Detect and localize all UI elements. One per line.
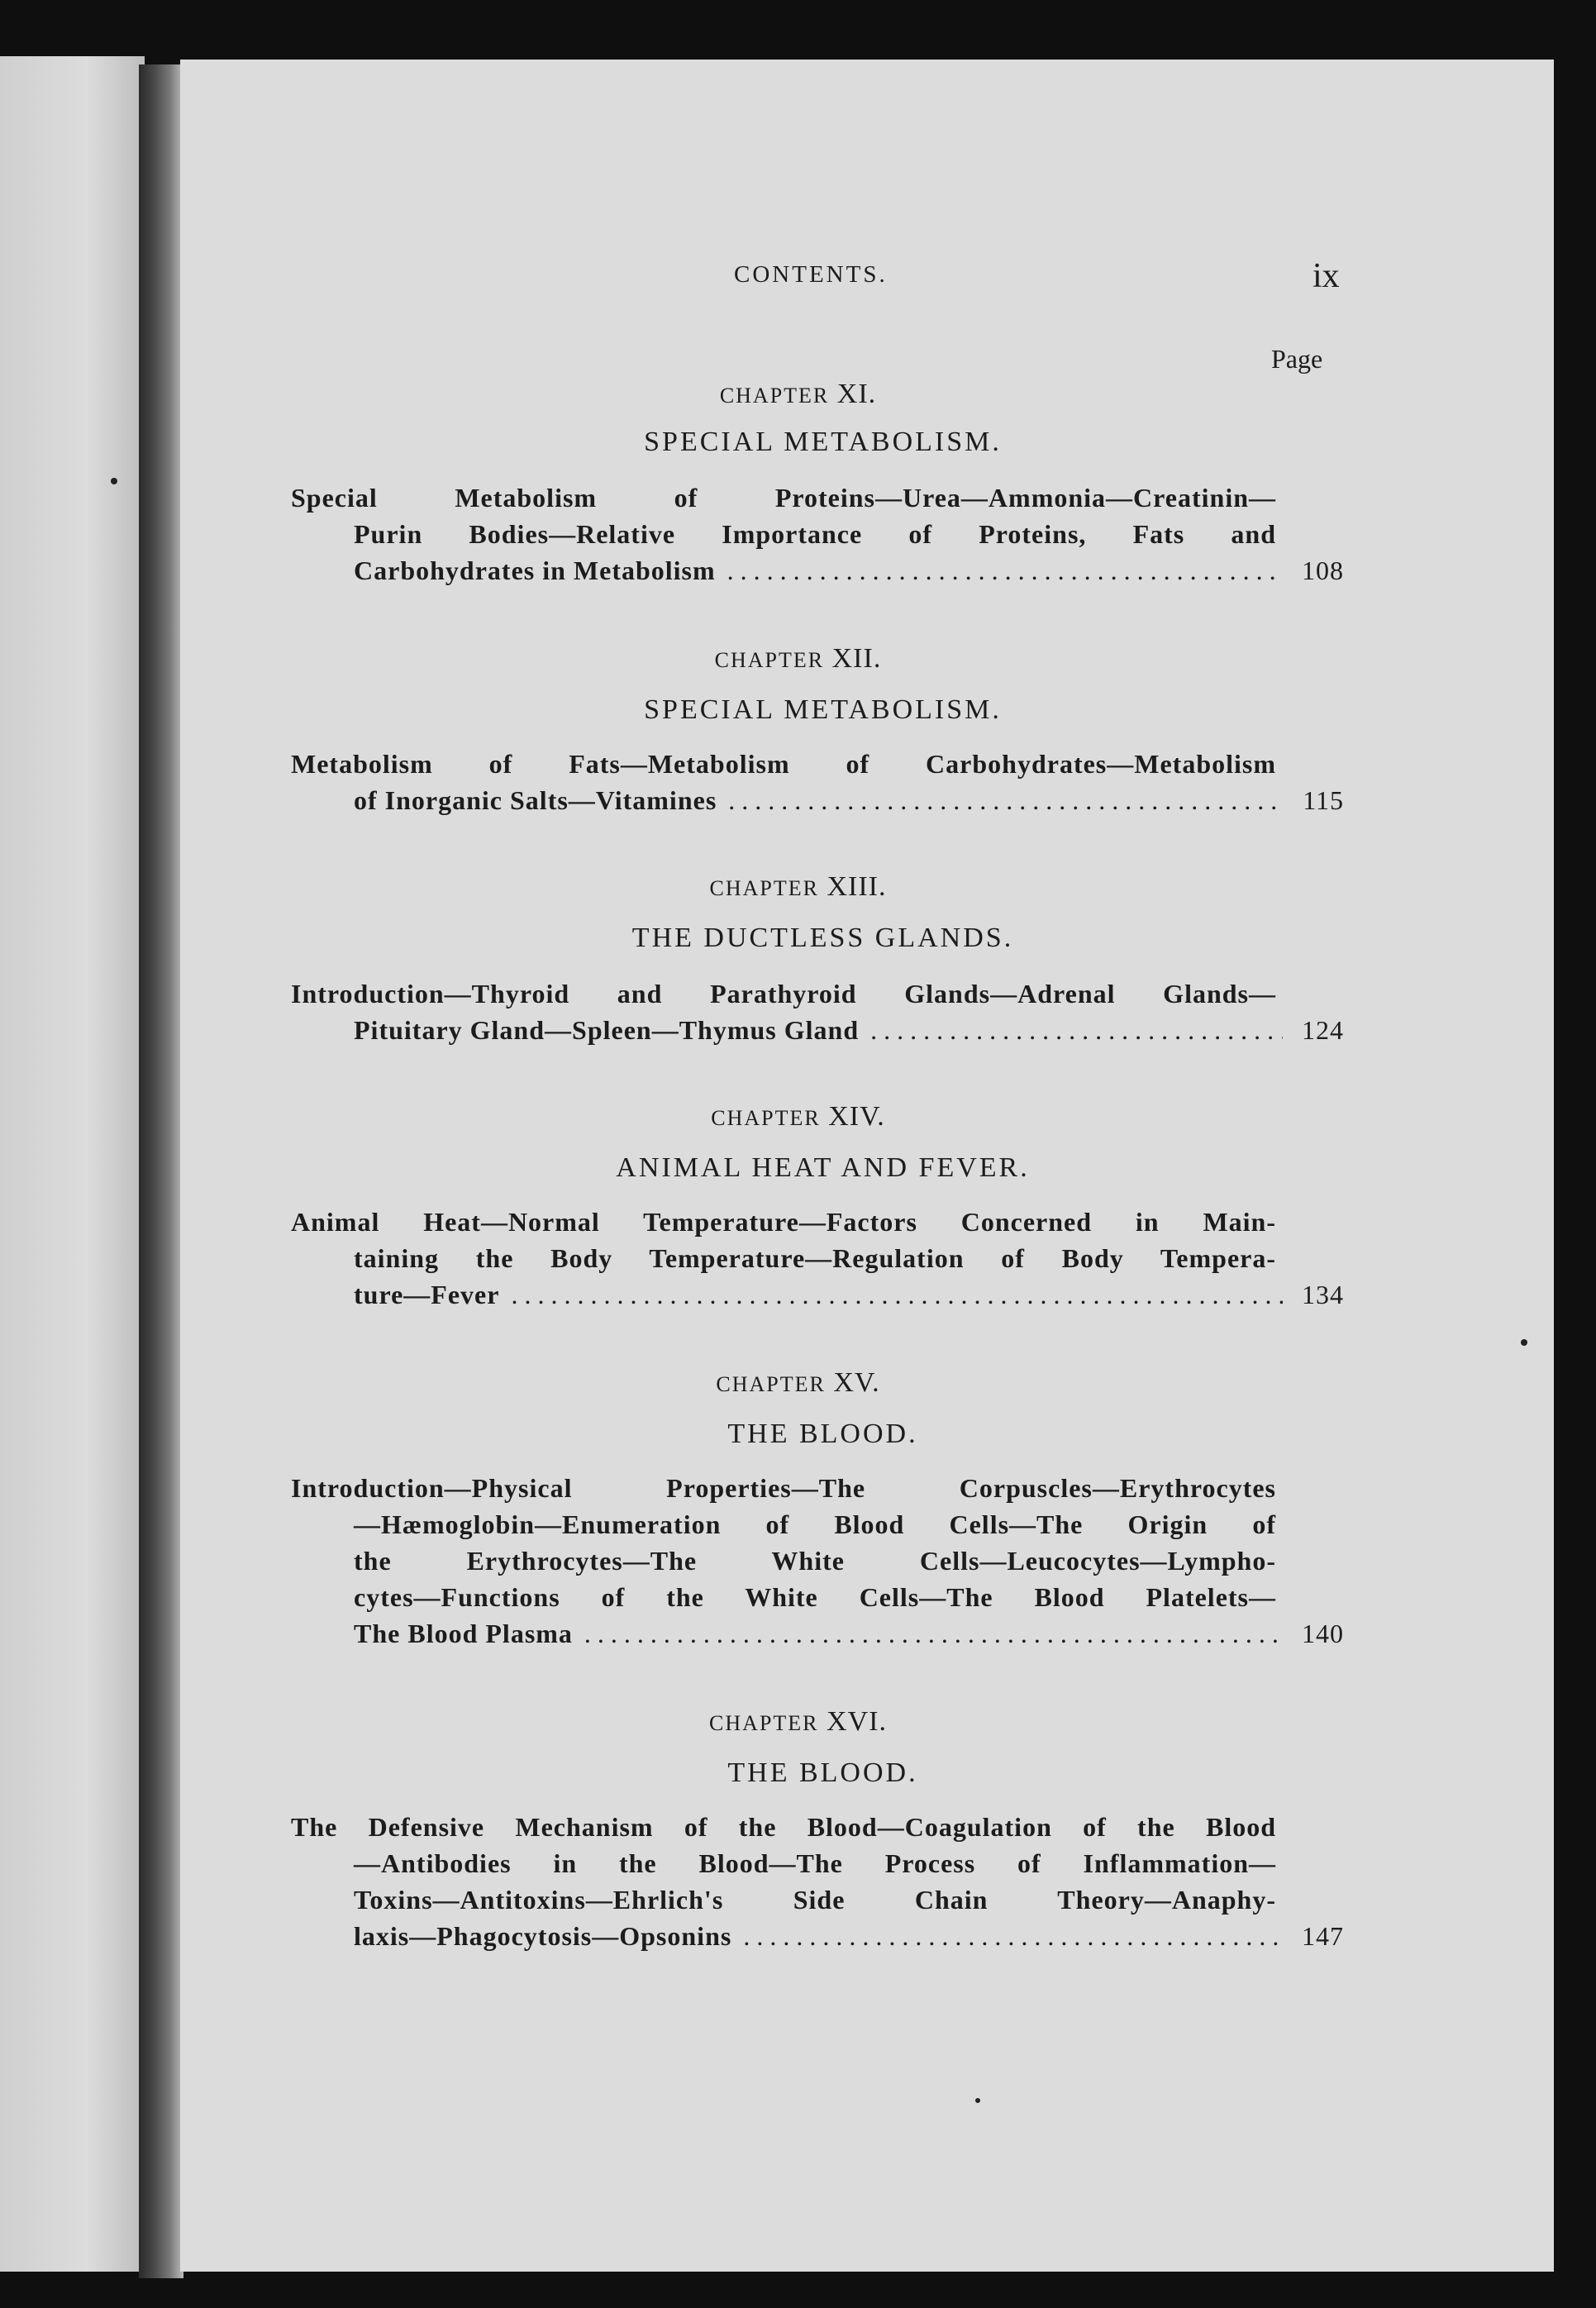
chapter-entry xyxy=(291,479,1344,589)
chapter-entry xyxy=(291,1204,1344,1313)
chapter-prefix: CHAPTER xyxy=(714,648,825,672)
page-reference: 147 xyxy=(1302,1921,1344,1951)
entry-line: Carbohydrates in Metabolism xyxy=(354,556,716,585)
chapter-numeral: XV. xyxy=(833,1367,880,1398)
page-number: ix xyxy=(1313,257,1340,295)
chapter-title: THE DUCTLESS GLANDS. xyxy=(631,923,1014,953)
chapter-heading xyxy=(0,1101,1596,1133)
chapter-prefix: CHAPTER xyxy=(716,1372,826,1396)
chapter-title: THE BLOOD. xyxy=(727,1757,918,1788)
chapter-prefix: CHAPTER xyxy=(709,1711,819,1735)
chapter-numeral: XI. xyxy=(836,379,877,409)
dot-leaders xyxy=(511,1276,1283,1313)
chapter-heading xyxy=(0,1706,1596,1738)
entry-line: Special Metabolism of Proteins—Urea—Ammonia—Creatinin— xyxy=(291,483,1276,513)
chapter-entry xyxy=(291,975,1344,1048)
chapter-numeral: XIV. xyxy=(828,1101,885,1132)
chapter-heading xyxy=(0,1367,1596,1399)
chapter-numeral: XII. xyxy=(831,643,882,674)
dot-leaders xyxy=(728,782,1283,818)
entry-line: The Defensive Mechanism of the Blood—Coagulation of the Blood xyxy=(291,1812,1276,1842)
entry-line: Animal Heat—Normal Temperature—Factors Concerned in Main- xyxy=(291,1207,1276,1237)
chapter-heading xyxy=(0,871,1596,903)
chapter-prefix: CHAPTER xyxy=(711,1106,821,1130)
ink-speck xyxy=(1521,1339,1527,1346)
page-reference: 108 xyxy=(1302,556,1344,585)
chapter-entry xyxy=(291,746,1344,818)
entry-line: Metabolism of Fats—Metabolism of Carbohydrates—Metabolism xyxy=(291,749,1276,779)
running-head: CONTENTS. xyxy=(734,261,888,288)
ink-speck xyxy=(975,2098,980,2103)
page-reference: 140 xyxy=(1302,1619,1344,1648)
entry-line: Introduction—Physical Properties—The Corpuscles—Erythrocytes xyxy=(291,1473,1276,1503)
chapter-title: SPECIAL METABOLISM. xyxy=(644,694,1002,725)
ink-speck xyxy=(111,478,117,484)
entry-line: Toxins—Antitoxins—Ehrlich's Side Chain Theory—Anaphy- xyxy=(354,1885,1276,1915)
chapter-title: THE BLOOD. xyxy=(727,1419,918,1449)
entry-line: cytes—Functions of the White Cells—The Blood Platelets— xyxy=(354,1582,1276,1612)
entry-line: laxis—Phagocytosis—Opsonins xyxy=(354,1921,732,1951)
entry-line: Introduction—Thyroid and Parathyroid Glands—Adrenal Glands— xyxy=(291,979,1276,1009)
page-column-label: Page xyxy=(1271,344,1323,374)
chapter-heading xyxy=(0,379,1596,410)
dot-leaders xyxy=(727,552,1283,589)
entry-line: the Erythrocytes—The White Cells—Leucocytes—Lympho- xyxy=(354,1546,1276,1576)
dot-leaders xyxy=(743,1918,1283,1954)
entry-line: of Inorganic Salts—Vitamines xyxy=(354,785,717,815)
chapter-prefix: CHAPTER xyxy=(719,384,830,408)
chapter-numeral: XVI. xyxy=(827,1706,887,1737)
chapter-numeral: XIII. xyxy=(827,871,887,902)
entry-line: taining the Body Temperature—Regulation of Body Tempera- xyxy=(354,1243,1276,1273)
dot-leaders xyxy=(584,1615,1283,1652)
chapter-entry xyxy=(291,1470,1344,1652)
chapter-entry xyxy=(291,1809,1344,1954)
entry-line: —Antibodies in the Blood—The Process of Inflammation— xyxy=(354,1848,1276,1878)
entry-line: Purin Bodies—Relative Importance of Proteins, Fats and xyxy=(354,519,1276,549)
page-reference: 115 xyxy=(1303,785,1344,815)
entry-line: ture—Fever xyxy=(354,1280,500,1309)
chapter-title: SPECIAL METABOLISM. xyxy=(644,427,1002,457)
page-reference: 124 xyxy=(1302,1015,1344,1045)
chapter-heading xyxy=(0,643,1596,675)
entry-line: The Blood Plasma xyxy=(354,1619,573,1648)
page-reference: 134 xyxy=(1302,1280,1344,1309)
dot-leaders xyxy=(870,1012,1283,1048)
entry-line: —Hæmoglobin—Enumeration of Blood Cells—The Origin of xyxy=(354,1509,1276,1539)
entry-line: Pituitary Gland—Spleen—Thymus Gland xyxy=(354,1015,860,1045)
chapter-prefix: CHAPTER xyxy=(709,876,819,900)
chapter-title: ANIMAL HEAT AND FEVER. xyxy=(616,1152,1030,1183)
